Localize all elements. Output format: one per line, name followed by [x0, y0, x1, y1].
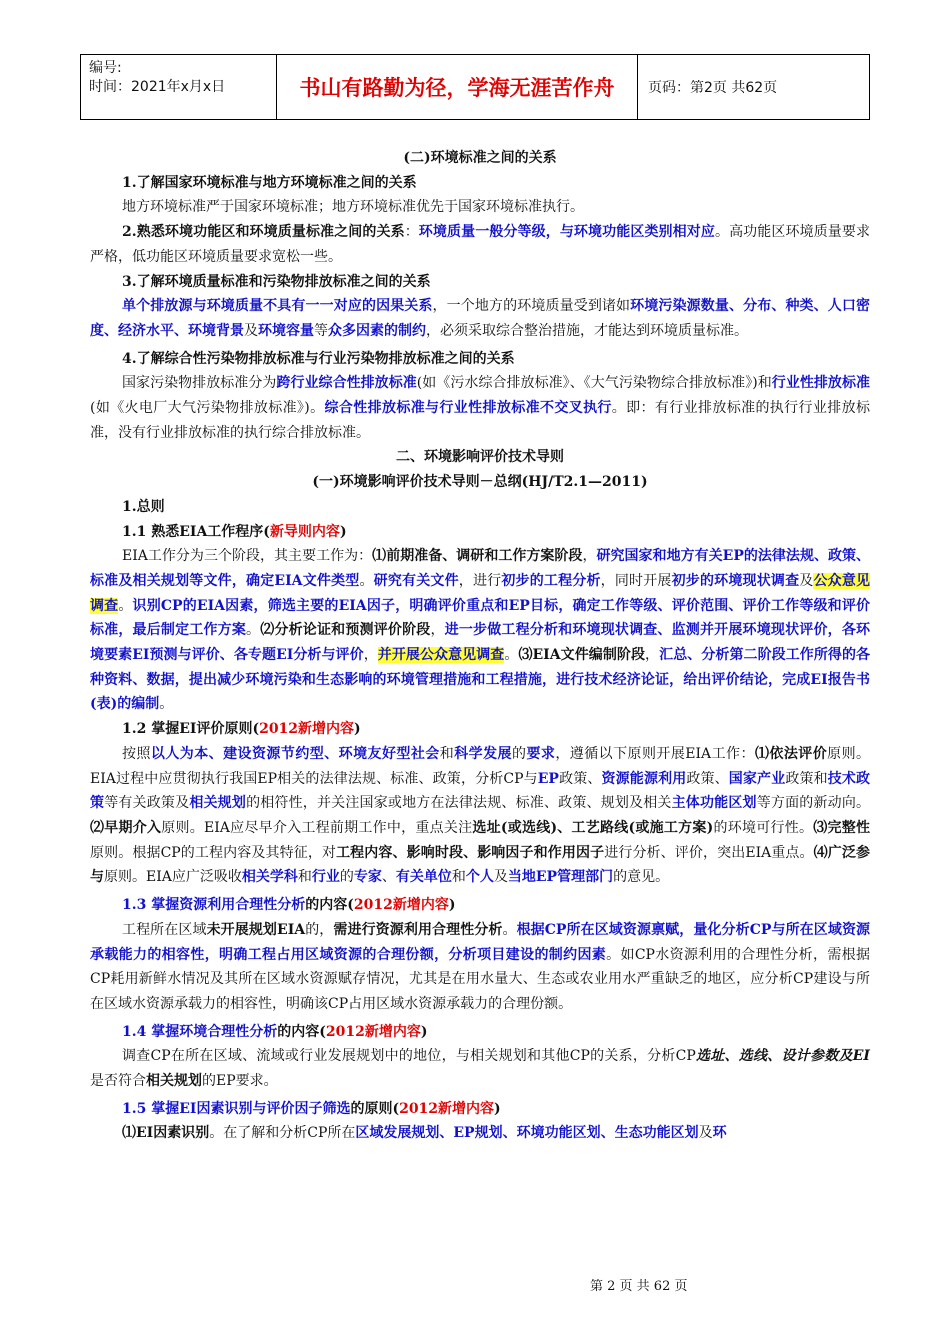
paragraph-1-2: 按照以人为本、建设资源节约型、环境友好型社会和科学发展的要求，遵循以下原则开展EIA工作：⑴依法评价原则。EIA过程中应贯彻执行我国EP相关的法律法规、标准、政策，分析CP与EP政策、资源能源利用政策、国家产业政策和技术政策等有关政策及相关规划的相符性，并关注国家或地方在法律法规、标准、政策、规划及相关主体功能区划等方面的新动向。⑵早期介入原则。EIA应尽早介入工程前期工作中，重点关注选址(或选线)、工艺路线(或施工方案)的环境可行性。⑶完整性原则。根据CP的工程内容及其特征，对工程内容、影响时段、影响因子和作用因子进行分析、评价，突出EIA重点。⑷广泛参与原则。EIA应广泛吸收相关学科和行业的专家、有关单位和个人及当地EP管理部门的意见。	[90, 745, 871, 886]
paragraph-1-5: ⑴EI因素识别。在了解和分析CP所在区域发展规划、EP规划、环境功能区划、生态功能区划及环	[122, 1125, 727, 1142]
paragraph-1-4: 调查CP在所在区域、流域或行业发展规划中的地位，与相关规划和其他CP的关系，分析CP选址、选线、设计参数及EI是否符合相关规划的EP要求。	[90, 1048, 870, 1090]
heading-1-2: 1.2 掌握EI评价原则(2012新增内容)	[122, 721, 361, 738]
highlight-public-opinion: 公众意见调查	[90, 572, 871, 614]
paragraph-1: 地方环境标准严于国家环境标准；地方环境标准优先于国家环境标准执行。	[122, 199, 584, 216]
paragraph-4: 国家污染物排放标准分为跨行业综合性排放标准(如《污水综合排放标准》、《大气污染物综合排放标准》)和行业性排放标准(如《火电厂大气污染物排放标准》)。综合性排放标准与行业性排放标准不交叉执行。即：有行业排放标准的执行行业排放标准，没有行业排放标准的执行综合排放标准。	[90, 375, 871, 441]
heading-1-1: 1.1 熟悉EIA工作程序(新导则内容)	[122, 523, 347, 540]
heading-1-4: 1.4 掌握环境合理性分析的内容(2012新增内容)	[122, 1023, 428, 1040]
item-heading-4: 4.了解综合性污染物排放标准与行业污染物排放标准之间的关系	[122, 350, 515, 367]
section-heading: (二)环境标准之间的关系	[403, 150, 557, 166]
item-heading-1: 1.了解国家环境标准与地方环境标准之间的关系	[122, 174, 417, 191]
paragraph-1-3: 工程所在区域未开展规划EIA的，需进行资源利用合理性分析。根据CP所在区域资源禀赋，量化分析CP与所在区域资源承载能力的相容性，明确工程占用区域资源的合理份额，分析项目建设的制约因素。如CP水资源利用的合理性分析，需根据CP耗用新鲜水情况及其所在区域水资源赋存情况，尤其是在用水量大、生态或农业用水严重缺乏的地区，应分析CP建设与所在区域水资源承载力的相容性，明确该CP占用区域水资源承载力的合理份额。	[90, 921, 871, 1012]
item-heading-3: 3.了解环境质量标准和污染物排放标准之间的关系	[122, 273, 431, 290]
header-motto: 书山有路勤为径，学海无涯苦作舟	[277, 55, 638, 119]
paragraph-2: 2.熟悉环境功能区和环境质量标准之间的关系：环境质量一般分等级，与环境功能区类别相对应。高功能区环境质量要求严格，低功能区环境质量要求宽松一些。	[90, 224, 871, 265]
document-body	[90, 146, 870, 1146]
number-label: 编号:	[89, 60, 122, 76]
page-header	[80, 54, 870, 120]
page-footer: 第 2 页 共 62 页	[590, 1279, 688, 1294]
item-heading-2: 2.熟悉环境功能区和环境质量标准之间的关系	[122, 224, 405, 241]
time-label: 时间：2021年x月x日	[89, 79, 226, 95]
general-heading: 1.总则	[122, 498, 165, 515]
highlight-public-survey: 并开展公众意见调查	[377, 647, 505, 664]
heading-1-5: 1.5 掌握EI因素识别与评价因子筛选的原则(2012新增内容)	[122, 1100, 501, 1117]
paragraph-3: 单个排放源与环境质量不具有一一对应的因果关系，一个地方的环境质量受到诸如环境污染源数量、分布、种类、人口密度、经济水平、环境背景及环境容量等众多因素的制约，必须采取综合整治措施，才能达到环境质量标准。	[90, 298, 871, 339]
header-page-info: 页码：第2页 共62页	[648, 80, 778, 96]
header-meta	[81, 55, 277, 119]
chapter-heading: 二、环境影响评价技术导则	[396, 449, 564, 466]
heading-1-3: 1.3 掌握资源利用合理性分析的内容(2012新增内容)	[122, 897, 456, 914]
paragraph-1-1: EIA工作分为三个阶段，其主要工作为：⑴前期准备、调研和工作方案阶段，研究国家和地方有关EP的法律法规、政策、标准及相关规划等文件，确定EIA文件类型。研究有关文件，进行初步的工程分析，同时开展初步的环境现状调查及公众意见调查。识别CP的EIA因素，筛选主要的EIA因子，明确评价重点和EP目标，确定工作等级、评价范围、评价工作等级和评价标准，最后制定工作方案。⑵分析论证和预测评价阶段，进一步做工程分析和环境现状调查、监测并开展环境现状评价，各环境要素EI预测与评价、各专题EI分析与评价，并开展公众意见调查。⑶EIA文件编制阶段，汇总、分析第二阶段工作所得的各种资料、数据，提出减少环境污染和生态影响的环境管理措施和工程措施，进行技术经济论证，给出评价结论，完成EI报告书(表)的编制。	[90, 548, 871, 713]
subchapter-heading: (一)环境影响评价技术导则－总纲(HJ/T2.1—2011)	[312, 474, 648, 491]
